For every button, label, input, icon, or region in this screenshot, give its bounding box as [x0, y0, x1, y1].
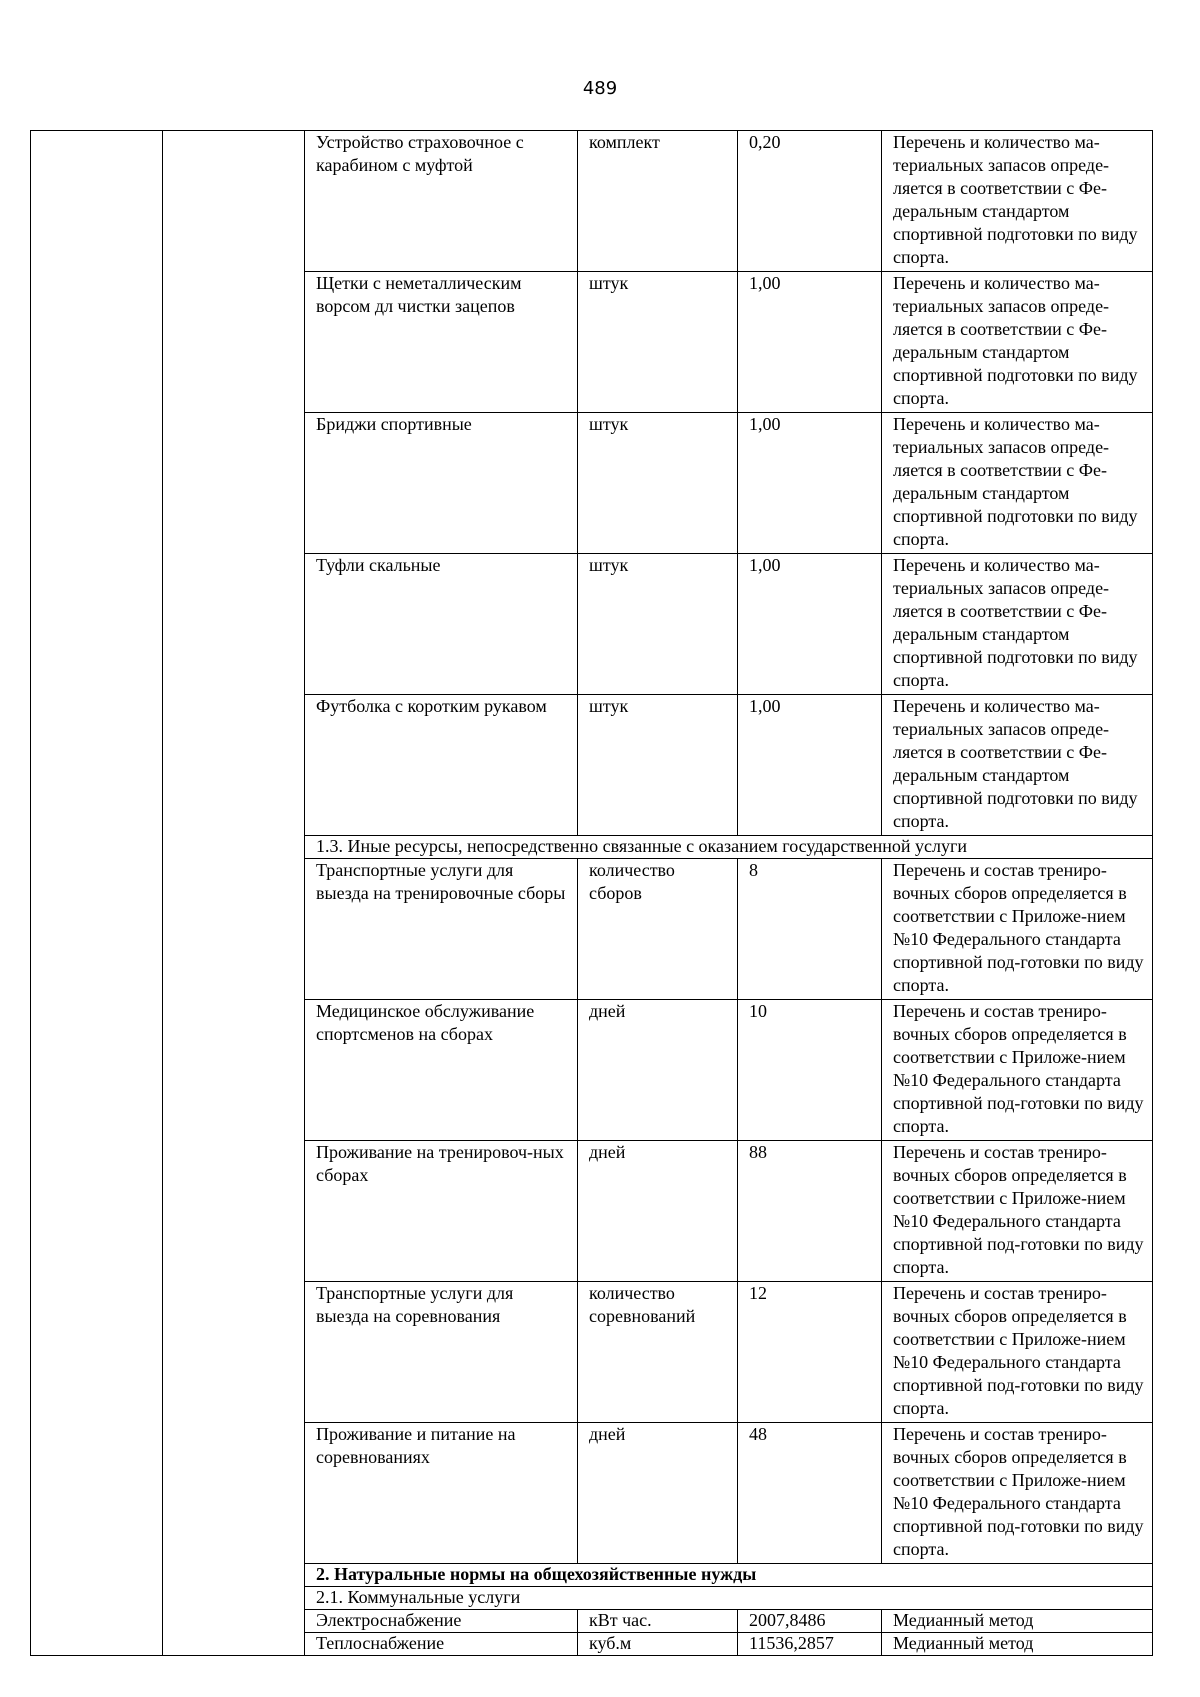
- resource-value: 12: [738, 1282, 882, 1423]
- resource-name: Медицинское обслуживание спортсменов на сборах: [305, 1000, 578, 1141]
- resource-note: Перечень и состав трениро-вочных сборов определяется в соответствии с Приложе-нием №10 Федерального стандарта спортивной под-готовки по виду спорта.: [882, 1000, 1153, 1141]
- resource-name: Футболка с коротким рукавом: [305, 695, 578, 836]
- resource-unit: дней: [578, 1141, 738, 1282]
- resource-note: Перечень и состав трениро-вочных сборов определяется в соответствии с Приложе-нием №10 Федерального стандарта спортивной под-готовки по виду спорта.: [882, 1423, 1153, 1564]
- section-1-3-title: 1.3. Иные ресурсы, непосредственно связанные с оказанием государственной услуги: [305, 836, 1153, 859]
- resource-unit: куб.м: [578, 1633, 738, 1656]
- resource-unit: штук: [578, 554, 738, 695]
- resource-value: 8: [738, 859, 882, 1000]
- resource-name: Проживание на тренировоч-ных сборах: [305, 1141, 578, 1282]
- resource-name: Туфли скальные: [305, 554, 578, 695]
- resource-name: Щетки с неметаллическим ворсом дл чистки зацепов: [305, 272, 578, 413]
- resource-value: 88: [738, 1141, 882, 1282]
- resource-name: Электроснабжение: [305, 1610, 578, 1633]
- resource-value: 1,00: [738, 695, 882, 836]
- resource-unit: штук: [578, 272, 738, 413]
- resource-note: Перечень и состав трениро-вочных сборов определяется в соответствии с Приложе-нием №10 Федерального стандарта спортивной под-готовки по виду спорта.: [882, 859, 1153, 1000]
- resource-name: Транспортные услуги для выезда на соревнования: [305, 1282, 578, 1423]
- resource-note: Перечень и состав трениро-вочных сборов определяется в соответствии с Приложе-нием №10 Федерального стандарта спортивной под-готовки по виду спорта.: [882, 1282, 1153, 1423]
- resource-name: Устройство страховочное с карабином с муфтой: [305, 131, 578, 272]
- resource-note: Перечень и количество ма-териальных запасов опреде-ляется в соответствии с Фе-деральным стандартом спортивной подготовки по виду спорта.: [882, 272, 1153, 413]
- resource-value: 2007,8486: [738, 1610, 882, 1633]
- resource-unit: комплект: [578, 131, 738, 272]
- table-row: [31, 131, 1153, 272]
- blank-column-2: [163, 131, 305, 1656]
- resource-note: Медианный метод: [882, 1610, 1153, 1633]
- resource-unit: дней: [578, 1423, 738, 1564]
- resource-value: 1,00: [738, 413, 882, 554]
- norms-table: [30, 130, 1153, 1656]
- resource-unit: штук: [578, 695, 738, 836]
- resource-name: Проживание и питание на соревнованиях: [305, 1423, 578, 1564]
- section-2-title: 2. Натуральные нормы на общехозяйственные нужды: [305, 1564, 1153, 1587]
- resource-value: 48: [738, 1423, 882, 1564]
- resource-name: Теплоснабжение: [305, 1633, 578, 1656]
- resource-note: Перечень и количество ма-териальных запасов опреде-ляется в соответствии с Фе-деральным стандартом спортивной подготовки по виду спорта.: [882, 413, 1153, 554]
- resource-name: Бриджи спортивные: [305, 413, 578, 554]
- resource-note: Перечень и состав трениро-вочных сборов определяется в соответствии с Приложе-нием №10 Федерального стандарта спортивной под-готовки по виду спорта.: [882, 1141, 1153, 1282]
- resource-value: 0,20: [738, 131, 882, 272]
- page-number: 489: [582, 78, 618, 99]
- resource-note: Медианный метод: [882, 1633, 1153, 1656]
- resource-note: Перечень и количество ма-териальных запасов опреде-ляется в соответствии с Фе-деральным стандартом спортивной подготовки по виду спорта.: [882, 695, 1153, 836]
- resource-value: 11536,2857: [738, 1633, 882, 1656]
- resource-unit: количество соревнований: [578, 1282, 738, 1423]
- blank-column-1: [31, 131, 163, 1656]
- resource-unit: кВт час.: [578, 1610, 738, 1633]
- section-2-1-title: 2.1. Коммунальные услуги: [305, 1587, 1153, 1610]
- resource-unit: штук: [578, 413, 738, 554]
- resource-value: 1,00: [738, 272, 882, 413]
- resource-value: 10: [738, 1000, 882, 1141]
- resource-note: Перечень и количество ма-териальных запасов опреде-ляется в соответствии с Фе-деральным стандартом спортивной подготовки по виду спорта.: [882, 554, 1153, 695]
- resource-name: Транспортные услуги для выезда на тренировочные сборы: [305, 859, 578, 1000]
- resource-unit: количество сборов: [578, 859, 738, 1000]
- resource-value: 1,00: [738, 554, 882, 695]
- resource-unit: дней: [578, 1000, 738, 1141]
- resource-note: Перечень и количество ма-териальных запасов опреде-ляется в соответствии с Фе-деральным стандартом спортивной подготовки по виду спорта.: [882, 131, 1153, 272]
